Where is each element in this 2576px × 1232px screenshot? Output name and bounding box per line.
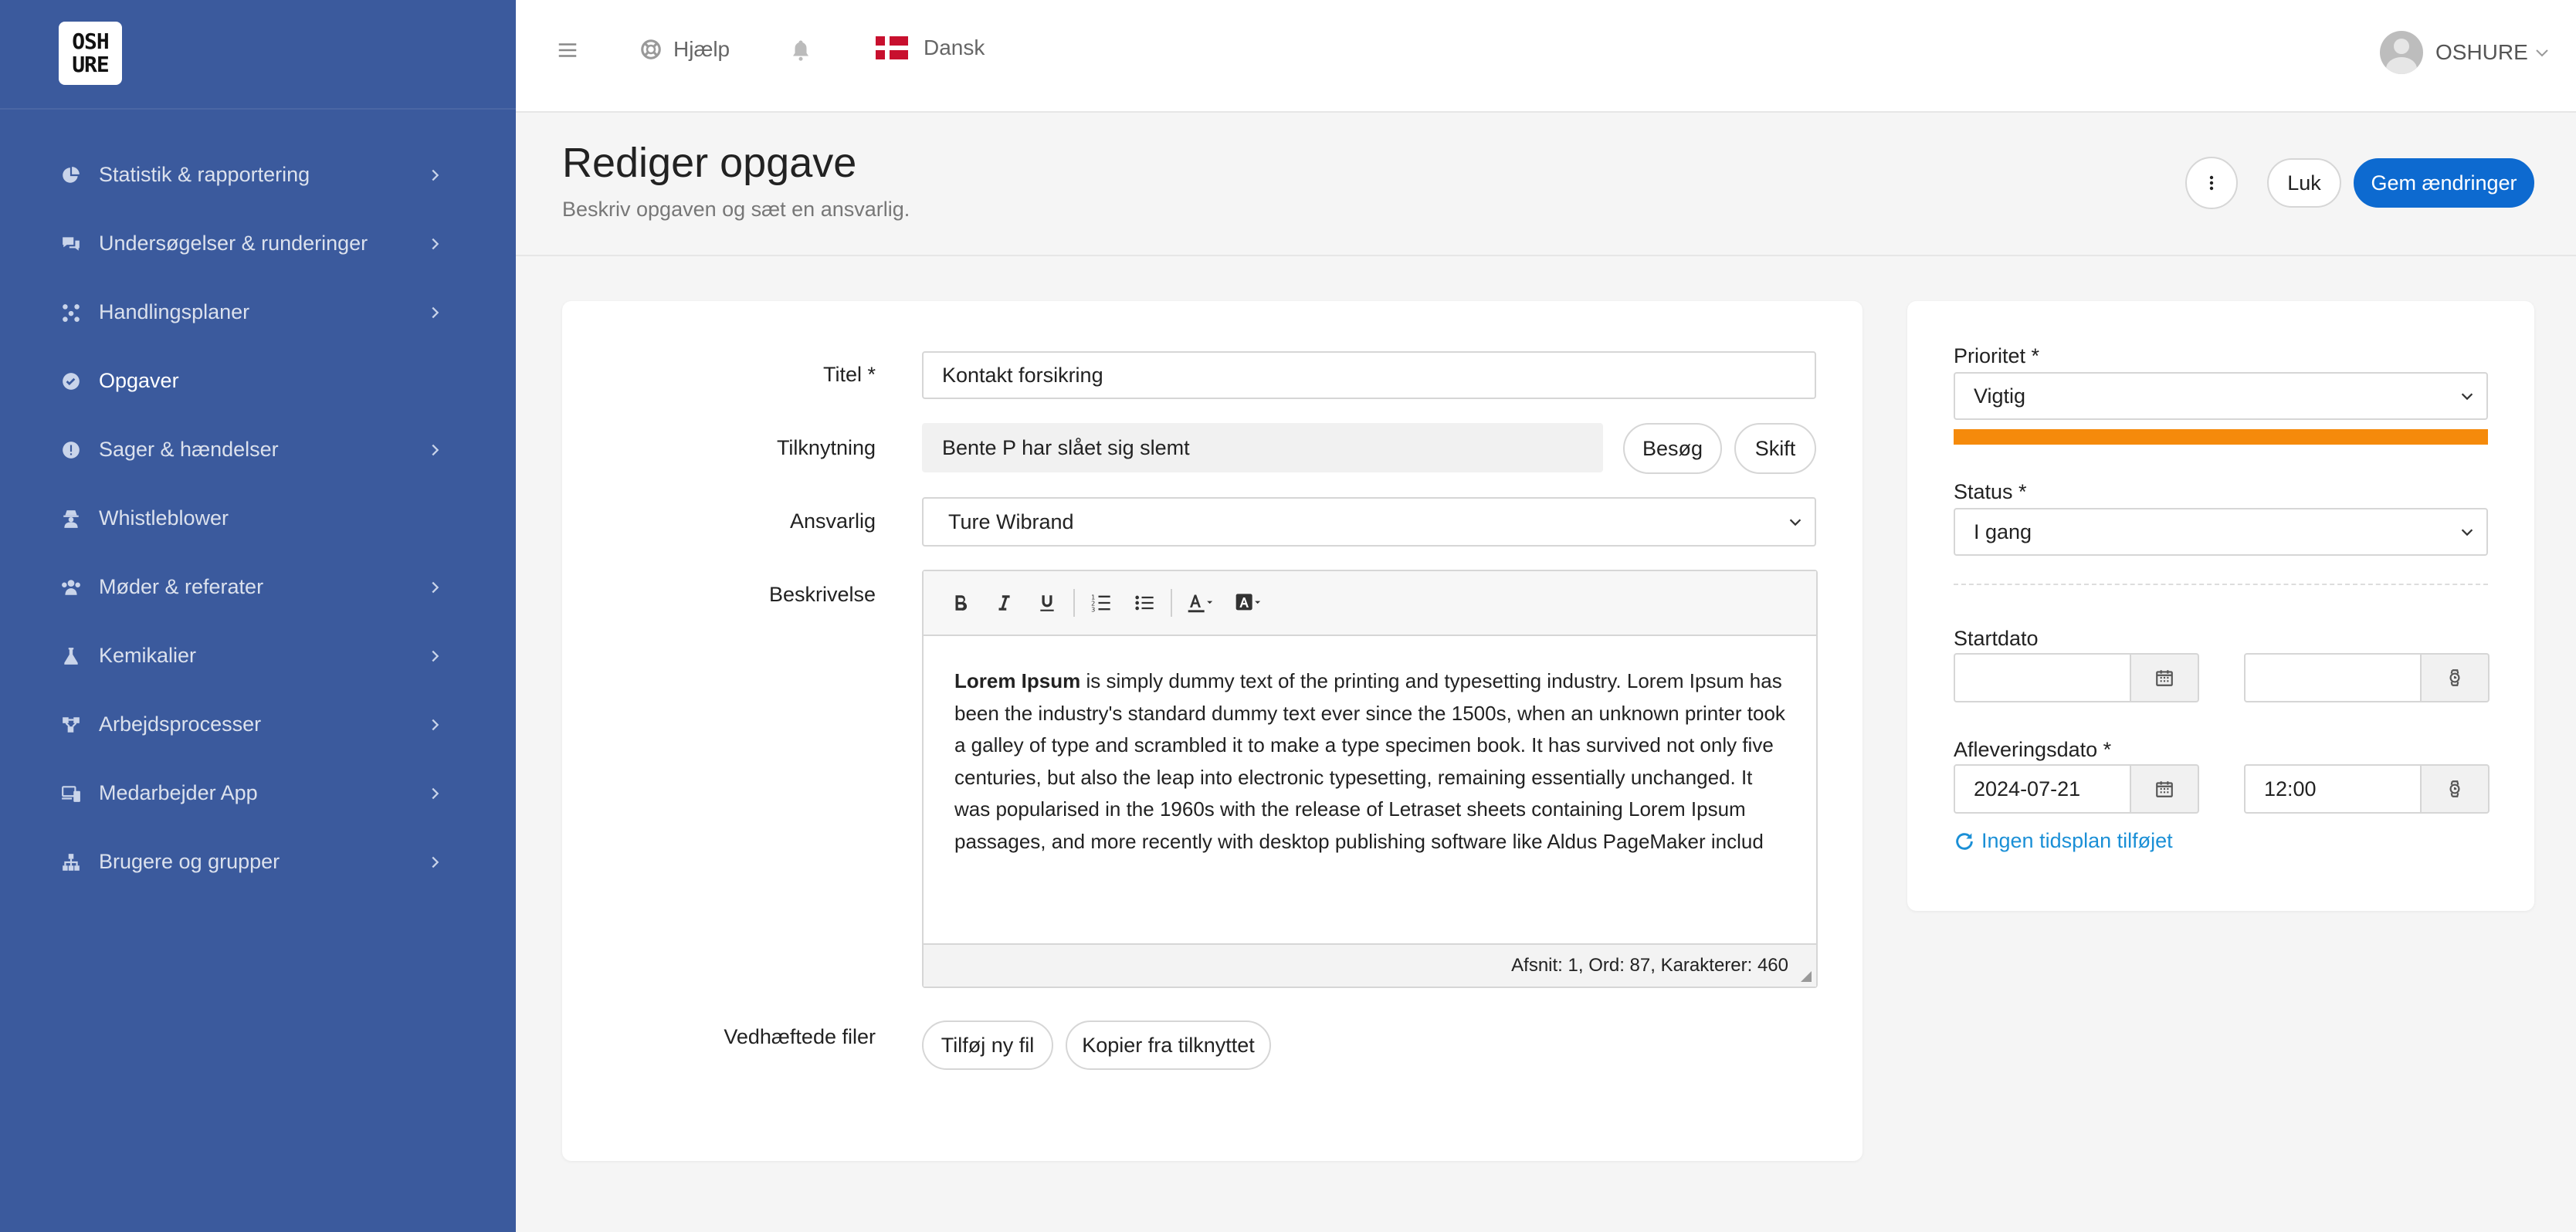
section-divider <box>1954 584 2488 585</box>
copy-from-linked-button[interactable]: Kopier fra tilknyttet <box>1066 1020 1271 1070</box>
chat-bubbles-icon <box>60 233 82 255</box>
editor-line: been the industry's standard dummy text ever since the 1500s, when an unknown printer took <box>954 701 1785 725</box>
due-time-picker-button[interactable] <box>2422 764 2490 814</box>
sidebar-item-opgaver[interactable] <box>0 347 516 415</box>
highlight-color-icon <box>1233 592 1264 614</box>
responsible-label: Ansvarlig <box>789 509 876 533</box>
sidebar-item-whistleblower[interactable] <box>0 484 516 553</box>
toolbar-separator <box>1171 589 1172 617</box>
pie-chart-icon <box>60 164 82 186</box>
page-subtitle: Beskriv opgaven og sæt en ansvarlig. <box>562 198 910 221</box>
attachments-label: Vedhæftede filer <box>724 1025 876 1048</box>
sidebar-item-label: Whistleblower <box>99 506 229 530</box>
editor-line <box>954 665 1785 698</box>
status-value: I gang <box>1974 520 2032 543</box>
description-label: Beskrivelse <box>768 583 876 606</box>
alert-circle-icon <box>60 439 82 461</box>
language-label: Dansk <box>924 36 985 59</box>
logo-line2: URE <box>72 52 109 77</box>
bullet-list-button[interactable] <box>1123 584 1166 622</box>
font-color-icon <box>1185 592 1216 614</box>
watch-icon <box>2445 668 2465 688</box>
priority-indicator-bar <box>1954 429 2488 445</box>
description-bold: Lorem Ipsum <box>954 669 1081 692</box>
change-button[interactable]: Skift <box>1734 423 1816 474</box>
link-label: Tilknytning <box>776 436 876 459</box>
svg-text:3: 3 <box>1091 605 1096 614</box>
dots-vertical-icon <box>2202 174 2221 192</box>
chevron-down-icon <box>2459 523 2476 540</box>
editor-line: a galley of type and scrambled it to make a type specimen book. It has survived not only five <box>954 733 1774 756</box>
sidebar-item-moder[interactable] <box>0 553 516 621</box>
due-date-picker-button[interactable] <box>2131 764 2199 814</box>
description-line: is simply dummy text of the printing and typesetting industry. Lorem Ipsum has <box>1080 669 1782 692</box>
user-secret-icon <box>60 508 82 530</box>
sitemap-icon <box>60 851 82 873</box>
sidebar-item-label: Statistik & rapportering <box>99 163 310 186</box>
sidebar-item-arbejdsprocesser[interactable] <box>0 690 516 759</box>
user-menu[interactable] <box>2380 31 2551 74</box>
topbar <box>516 0 2576 113</box>
chevron-right-icon <box>426 785 443 802</box>
help-label: Hjælp <box>673 37 730 61</box>
start-time-picker-button[interactable] <box>2422 653 2490 702</box>
sidebar-item-kemikalier[interactable] <box>0 621 516 690</box>
sidebar-item-label: Arbejdsprocesser <box>99 712 262 736</box>
sidebar-item-label: Møder & referater <box>99 575 264 598</box>
bold-button[interactable] <box>939 584 982 622</box>
more-options-button[interactable] <box>2185 157 2238 209</box>
word-count: Afsnit: 1, Ord: 87, Karakterer: 460 <box>1511 955 1788 976</box>
save-button[interactable]: Gem ændringer <box>2354 158 2534 208</box>
calendar-icon <box>2154 668 2174 688</box>
process-icon <box>60 714 82 736</box>
italic-icon <box>994 593 1014 613</box>
users-icon <box>60 577 82 598</box>
sidebar-item-undersogelser[interactable] <box>0 209 516 278</box>
page-title: Rediger opgave <box>562 140 857 186</box>
check-circle-icon <box>60 371 82 392</box>
svg-text:1: 1 <box>1091 593 1096 601</box>
due-time-input[interactable] <box>2244 764 2422 814</box>
title-input[interactable] <box>922 351 1816 399</box>
visit-button[interactable]: Besøg <box>1623 423 1722 474</box>
chevron-right-icon <box>426 167 443 184</box>
schedule-link[interactable] <box>1954 829 2173 853</box>
editor-line: passages, and more recently with desktop publishing software like Aldus PageMaker includ <box>954 829 1764 853</box>
notifications-button[interactable] <box>789 39 812 62</box>
chevron-right-icon <box>426 579 443 596</box>
sidebar-item-label: Undersøgelser & runderinger <box>99 232 368 255</box>
status-select[interactable] <box>1954 508 2488 556</box>
bold-icon <box>951 593 971 613</box>
devices-icon <box>60 783 82 804</box>
sidebar-item-label: Medarbejder App <box>99 781 258 804</box>
chevron-down-icon <box>1787 513 1804 530</box>
due-date-value: 2024-07-21 <box>1974 777 2081 800</box>
ordered-list-button[interactable] <box>1080 584 1123 622</box>
watch-icon <box>2445 779 2465 799</box>
bell-icon <box>789 39 812 62</box>
editor-toolbar <box>924 571 1816 636</box>
start-date-input[interactable] <box>1954 653 2131 702</box>
editor-line: centuries, but also the leap into electronic typesetting, remaining essentially unchanged. It <box>954 765 1753 789</box>
sidebar-item-brugere[interactable] <box>0 828 516 896</box>
sidebar-item-label: Opgaver <box>99 369 179 392</box>
logo-line1: OSH <box>72 29 109 54</box>
logo[interactable] <box>59 22 122 85</box>
close-button[interactable]: Luk <box>2267 158 2341 208</box>
menu-toggle-button[interactable] <box>556 39 579 62</box>
underline-button[interactable] <box>1025 584 1069 622</box>
status-label: Status * <box>1954 480 2027 503</box>
schedule-link-label: Ingen tidsplan tilføjet <box>1981 829 2173 852</box>
link-field <box>922 423 1603 472</box>
due-date-label: Afleveringsdato * <box>1954 738 2112 761</box>
chevron-right-icon <box>426 235 443 252</box>
sidebar-item-label: Sager & hændelser <box>99 438 279 461</box>
help-link[interactable] <box>639 37 730 62</box>
description-editor <box>922 570 1818 988</box>
responsible-select[interactable] <box>922 497 1816 547</box>
hamburger-icon <box>556 39 579 62</box>
refresh-icon <box>1954 831 1975 852</box>
due-date-input[interactable] <box>1954 764 2131 814</box>
editor-content[interactable] <box>924 636 1816 858</box>
responsible-value: Ture Wibrand <box>948 509 1074 533</box>
italic-button[interactable] <box>982 584 1025 622</box>
ordered-list-icon <box>1090 592 1112 614</box>
chevron-right-icon <box>426 648 443 665</box>
chevron-down-icon <box>2459 388 2476 404</box>
header-divider <box>516 255 2576 256</box>
flask-icon <box>60 645 82 667</box>
chevron-down-icon <box>2533 43 2551 62</box>
priority-label: Prioritet * <box>1954 344 2040 367</box>
editor-statusbar <box>924 943 1816 987</box>
underline-icon <box>1037 593 1057 613</box>
sidebar-item-handlingsplaner[interactable] <box>0 278 516 347</box>
logo-area <box>0 0 516 110</box>
user-name: OSHURE <box>2435 40 2528 64</box>
sidebar-nav <box>0 140 516 896</box>
due-time-value: 12:00 <box>2264 777 2317 800</box>
svg-text:2: 2 <box>1091 599 1096 608</box>
chevron-right-icon <box>426 442 443 459</box>
sidebar-item-sager[interactable] <box>0 415 516 484</box>
start-date-picker-button[interactable] <box>2131 653 2199 702</box>
sidebar-item-label: Handlingsplaner <box>99 300 250 323</box>
title-value: Kontakt forsikring <box>942 363 1103 387</box>
sidebar-item-statistik[interactable] <box>0 140 516 209</box>
sidebar-item-medarbejder-app[interactable] <box>0 759 516 828</box>
add-file-button[interactable]: Tilføj ny fil <box>922 1020 1053 1070</box>
sidebar <box>0 0 516 1232</box>
denmark-flag-icon <box>876 36 908 59</box>
sidebar-item-label: Brugere og grupper <box>99 850 280 873</box>
network-icon <box>60 302 82 323</box>
sidebar-item-label: Kemikalier <box>99 644 197 667</box>
resize-handle-icon[interactable] <box>1799 970 1812 982</box>
avatar <box>2380 31 2423 74</box>
bullet-list-icon <box>1134 592 1155 614</box>
language-selector[interactable] <box>876 36 985 60</box>
life-ring-icon <box>639 38 663 61</box>
chevron-right-icon <box>426 304 443 321</box>
priority-value: Vigtig <box>1974 384 2026 408</box>
chevron-right-icon <box>426 716 443 733</box>
priority-select[interactable] <box>1954 372 2488 420</box>
start-time-input[interactable] <box>2244 653 2422 702</box>
background-color-button[interactable] <box>1225 584 1273 622</box>
chevron-right-icon <box>426 854 443 871</box>
calendar-icon <box>2154 779 2174 799</box>
start-date-label: Startdato <box>1954 627 2039 650</box>
link-value: Bente P har slået sig slemt <box>942 435 1190 459</box>
title-label: Titel * <box>822 363 876 386</box>
editor-line: was popularised in the 1960s with the release of Letraset sheets containing Lorem Ipsum <box>954 797 1746 821</box>
toolbar-separator <box>1073 589 1075 617</box>
font-color-button[interactable] <box>1177 584 1225 622</box>
